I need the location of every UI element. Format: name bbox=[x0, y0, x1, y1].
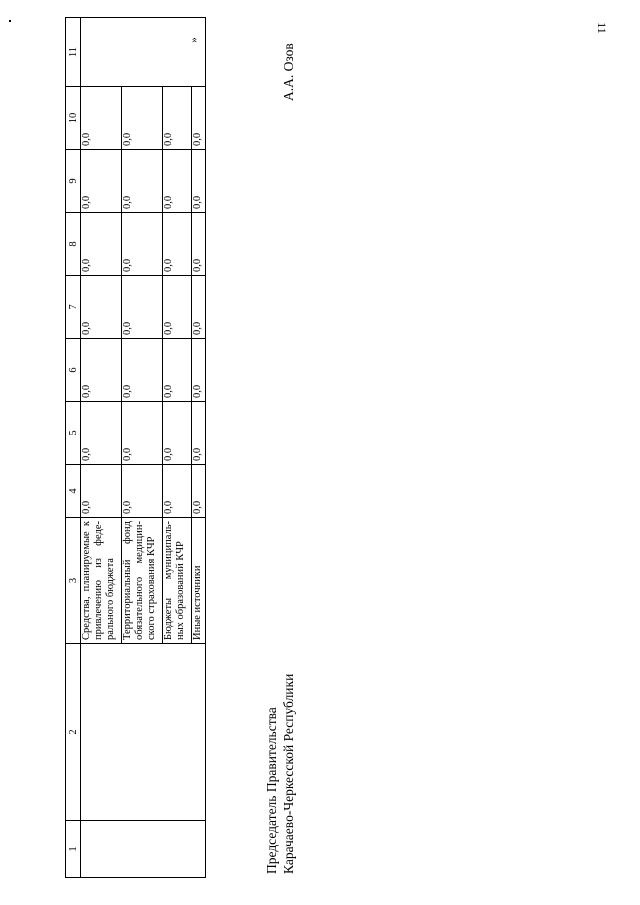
funding-table-sheet bbox=[65, 18, 206, 878]
stray-dot bbox=[9, 20, 11, 22]
table-row bbox=[81, 18, 121, 878]
col-header: 5 bbox=[66, 402, 81, 465]
value-cell: 0,0 bbox=[162, 402, 191, 465]
signatory-title-line2: Карачаево-Черкесской Республики bbox=[281, 673, 296, 874]
value-cell: 0,0 bbox=[191, 402, 205, 465]
col-header: 11 bbox=[66, 18, 81, 87]
value-cell: 0,0 bbox=[191, 150, 205, 213]
value-cell: 0,0 bbox=[191, 213, 205, 276]
value-cell: 0,0 bbox=[121, 276, 162, 339]
value-cell: 0,0 bbox=[162, 276, 191, 339]
col-header: 6 bbox=[66, 339, 81, 402]
value-cell: 0,0 bbox=[191, 339, 205, 402]
value-cell: 0,0 bbox=[121, 339, 162, 402]
source-cell: Территориальный фонд обязательного медицин-ского страхования КЧР bbox=[121, 518, 162, 644]
col-header: 10 bbox=[66, 87, 81, 150]
value-cell: 0,0 bbox=[191, 465, 205, 518]
col-header: 3 bbox=[66, 518, 81, 644]
col-header: 1 bbox=[66, 821, 81, 878]
value-cell: 0,0 bbox=[162, 213, 191, 276]
signatory-title-line1: Председатель Правительства bbox=[264, 707, 279, 874]
value-cell: 0,0 bbox=[191, 276, 205, 339]
value-cell: 0,0 bbox=[81, 465, 121, 518]
value-cell: 0,0 bbox=[81, 339, 121, 402]
source-cell: Средства, планируемые к привлечению из феде-ральнoго бюджета bbox=[81, 518, 121, 644]
value-cell: 0,0 bbox=[162, 150, 191, 213]
col-header: 4 bbox=[66, 465, 81, 518]
page-number: 11 bbox=[594, 22, 609, 34]
merged-cell-col1 bbox=[81, 821, 206, 878]
value-cell: 0,0 bbox=[81, 213, 121, 276]
col-header: 7 bbox=[66, 276, 81, 339]
source-cell: Бюджеты муниципаль-ных образований КЧР bbox=[162, 518, 191, 644]
value-cell: 0,0 bbox=[81, 276, 121, 339]
merged-cell-col11 bbox=[81, 18, 206, 87]
funding-table bbox=[65, 17, 206, 878]
source-cell: Иные источники bbox=[191, 518, 205, 644]
value-cell: 0,0 bbox=[121, 87, 162, 150]
value-cell: 0,0 bbox=[81, 402, 121, 465]
closing-quote-mark: » bbox=[187, 37, 200, 43]
table-header-row bbox=[66, 18, 81, 878]
value-cell: 0,0 bbox=[81, 150, 121, 213]
col-header: 9 bbox=[66, 150, 81, 213]
signatory-name: А.А. Озов bbox=[281, 43, 296, 101]
col-header: 8 bbox=[66, 213, 81, 276]
value-cell: 0,0 bbox=[121, 213, 162, 276]
value-cell: 0,0 bbox=[162, 87, 191, 150]
value-cell: 0,0 bbox=[121, 402, 162, 465]
value-cell: 0,0 bbox=[191, 87, 205, 150]
value-cell: 0,0 bbox=[121, 465, 162, 518]
value-cell: 0,0 bbox=[81, 87, 121, 150]
value-cell: 0,0 bbox=[121, 150, 162, 213]
value-cell: 0,0 bbox=[162, 465, 191, 518]
funding-table-rotated bbox=[65, 18, 206, 878]
value-cell: 0,0 bbox=[162, 339, 191, 402]
merged-cell-col2 bbox=[81, 644, 206, 821]
col-header: 2 bbox=[66, 644, 81, 821]
